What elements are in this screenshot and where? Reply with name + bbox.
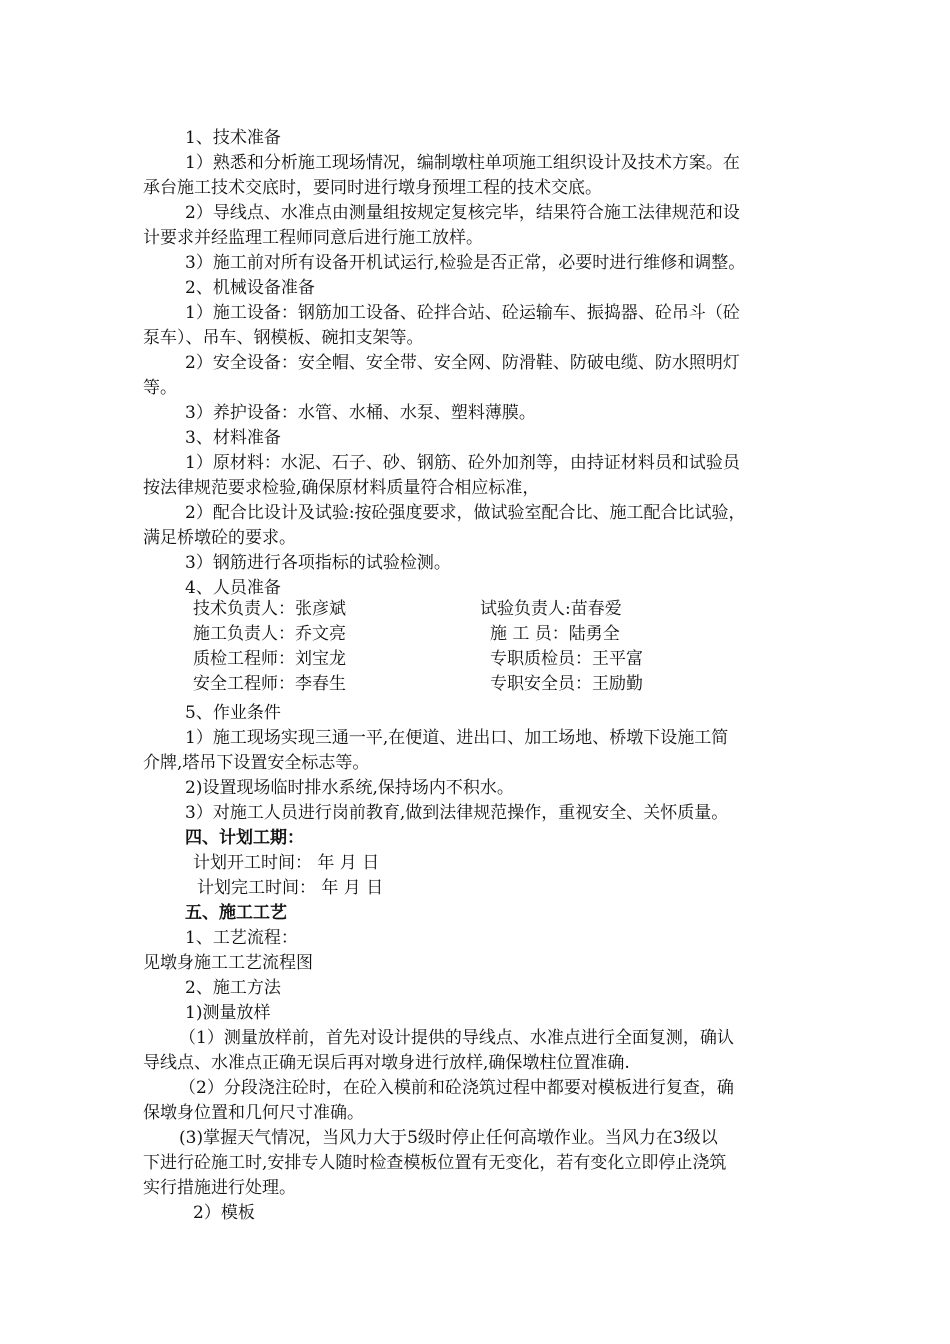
paragraph-line: 计要求并经监理工程师同意后进行施工放样。 [143,228,483,248]
paragraph-line: 3）养护设备：水管、水桶、水泵、塑料薄膜。 [185,403,536,423]
personnel-left: 质检工程师：刘宝龙 [193,649,346,669]
paragraph-line: 承台施工技术交底时，要同时进行墩身预埋工程的技术交底。 [143,178,602,198]
paragraph-line: 介牌,塔吊下设置安全标志等。 [143,753,370,773]
personnel-right: 专职质检员：王平富 [490,649,643,669]
paragraph-line: 3）对施工人员进行岗前教育,做到法律规范操作，重视安全、关怀质量。 [185,803,729,823]
paragraph-line: （1）测量放样前，首先对设计提供的导线点、水准点进行全面复测，确认 [179,1028,734,1048]
personnel-row [193,647,753,672]
heading-equipment-prep: 2、机械设备准备 [185,278,315,298]
paragraph-line: 2）模板 [193,1203,255,1223]
personnel-right: 专职安全员：王励勤 [490,674,643,694]
paragraph-line: 保墩身位置和几何尺寸准确。 [143,1103,364,1123]
personnel-left: 安全工程师：李春生 [193,674,346,694]
heading-tech-prep: 1、技术准备 [185,128,281,148]
paragraph-line: 1)测量放样 [185,1003,271,1023]
paragraph-line: 等。 [143,378,177,398]
paragraph-line: 3）钢筋进行各项指标的试验检测。 [185,553,451,573]
paragraph-line: 下进行砼施工时,安排专人随时检查模板位置有无变化，若有变化立即停止浇筑 [143,1153,727,1173]
section-heading-process: 五、施工工艺 [185,903,287,923]
schedule-start-line: 计划开工时间： 年 月 日 [193,853,380,873]
paragraph-line: 2)设置现场临时排水系统,保持场内不积水。 [185,778,514,798]
paragraph-line: 3）施工前对所有设备开机试运行,检验是否正常，必要时进行维修和调整。 [185,253,746,273]
paragraph-line: （2）分段浇注砼时，在砼入模前和砼浇筑过程中都要对模板进行复查，确 [179,1078,734,1098]
paragraph-line: 导线点、水准点正确无误后再对墩身进行放样,确保墩柱位置准确. [143,1053,630,1073]
paragraph-line: 1）原材料：水泥、石子、砂、钢筋、砼外加剂等，由持证材料员和试验员 [185,453,740,473]
personnel-left: 技术负责人：张彦斌 [193,599,346,619]
paragraph-line: 1）施工设备：钢筋加工设备、砼拌合站、砼运输车、振捣器、砼吊斗（砼 [185,303,740,323]
paragraph-line: 2）配合比设计及试验:按砼强度要求，做试验室配合比、施工配合比试验， [185,503,746,523]
heading-personnel-prep: 4、人员准备 [185,578,281,598]
paragraph-line: 1、工艺流程： [185,928,298,948]
personnel-row [193,597,753,622]
personnel-row [193,622,753,647]
paragraph-line: 见墩身施工工艺流程图 [143,953,313,973]
paragraph-line: 泵车）、吊车、钢模板、碗扣支架等。 [143,328,424,348]
paragraph-line: 实行措施进行处理。 [143,1178,296,1198]
paragraph-line: (3)掌握天气情况，当风力大于5级时停止任何高墩作业。当风力在3级以 [179,1128,718,1148]
paragraph-line: 满足桥墩砼的要求。 [143,528,296,548]
paragraph-line: 2）安全设备：安全帽、安全带、安全网、防滑鞋、防破电缆、防水照明灯 [185,353,740,373]
personnel-row [193,672,753,697]
schedule-end-line: 计划完工时间： 年 月 日 [197,878,384,898]
heading-work-conditions: 5、作业条件 [185,703,281,723]
paragraph-line: 2、施工方法 [185,978,281,998]
paragraph-line: 按法律规范要求检验,确保原材料质量符合相应标准， [143,478,540,498]
paragraph-line: 2）导线点、水准点由测量组按规定复核完毕，结果符合施工法律规范和设 [185,203,740,223]
paragraph-line: 1）熟悉和分析施工现场情况，编制墩柱单项施工组织设计及技术方案。在 [185,153,740,173]
personnel-left: 施工负责人：乔文亮 [193,624,346,644]
paragraph-line: 1）施工现场实现三通一平,在便道、进出口、加工场地、桥墩下设施工简 [185,728,729,748]
personnel-right: 施 工 员：陆勇全 [490,624,620,644]
personnel-right: 试验负责人:苗春爱 [480,599,622,619]
heading-material-prep: 3、材料准备 [185,428,281,448]
personnel-table [193,597,753,697]
section-heading-schedule: 四、计划工期： [185,828,304,848]
